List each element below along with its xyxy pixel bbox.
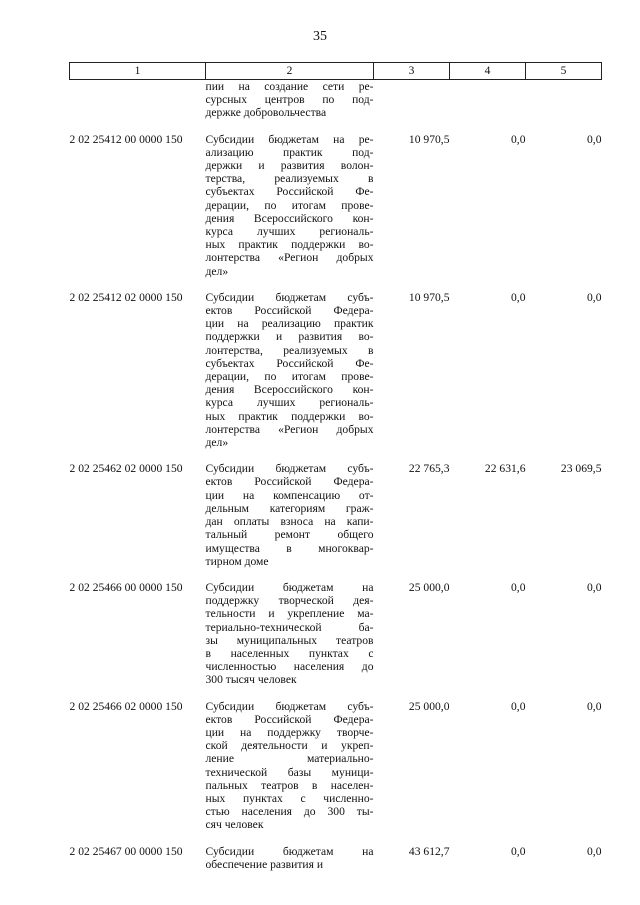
description-line: дан оплаты взноса на капи- (205, 515, 374, 529)
description-line: субъектах Российской Фе- (205, 185, 374, 199)
amount-col-3: 43 612,7 (408, 844, 450, 858)
amount-col-3: 25 000,0 (408, 699, 450, 713)
description-line: курса лучших региональ- (205, 225, 374, 239)
description-line: дел» (205, 264, 229, 278)
amount-col-3 (374, 80, 450, 120)
description-line: дения Всероссийского кон- (205, 383, 374, 397)
description-line: ных пунктах с численно- (205, 791, 374, 805)
page-number: 35 (313, 29, 327, 44)
description-line: лонтерства «Регион добрых (205, 251, 374, 265)
description-line: ных практик поддержки во- (205, 409, 374, 423)
description-line: в населенных пунктах с (205, 646, 374, 660)
description-line: тирном доме (205, 554, 269, 568)
description-line: ции на поддержку творче- (205, 725, 374, 739)
description-line: пальных театров в населен- (205, 778, 374, 792)
description-line: ектов Российской Федера- (205, 304, 374, 318)
description-cell (206, 278, 374, 449)
amount-col-3: 10 970,5 (408, 132, 450, 146)
description-line: зы муниципальных театров (205, 633, 374, 647)
description-line: дел» (205, 436, 229, 450)
description-line: тельности и укрепление ма- (205, 607, 374, 621)
description-line: ление материально- (205, 752, 374, 766)
description-line: лонтерства, реализуемых в (205, 343, 374, 357)
header-col-2: 2 (206, 63, 374, 80)
amount-col-5: 0,0 (587, 699, 602, 713)
description-cell (206, 80, 374, 120)
budget-code-cell: 2 02 25462 02 0000 150 (69, 462, 183, 476)
description-line: численностью населения до (205, 660, 374, 674)
description-line: сяч человек (205, 818, 264, 832)
description-line: дерации, по итогам прове- (205, 198, 374, 212)
description-line: терства, реализуемых в (205, 172, 374, 186)
amount-col-3: 22 765,3 (408, 462, 450, 476)
amount-col-5: 0,0 (587, 290, 602, 304)
description-line: дения Всероссийского кон- (205, 211, 374, 225)
description-line: сурсных центров по под- (205, 93, 374, 107)
header-row (70, 63, 602, 80)
table-row (70, 568, 602, 687)
amount-col-4: 0,0 (511, 844, 526, 858)
description-cell (206, 120, 374, 278)
amount-col-4: 0,0 (511, 290, 526, 304)
description-line: стью населения до 300 ты- (205, 805, 374, 819)
description-line: ции на реализацию практик (205, 317, 374, 331)
description-line: Субсидии бюджетам субъ- (205, 290, 374, 304)
description-cell (206, 687, 374, 832)
description-line: дельным категориям граж- (205, 501, 374, 515)
description-line: лонтерства «Регион добрых (205, 422, 374, 436)
description-line: поддержку творческой дея- (205, 594, 374, 608)
header-col-4: 4 (450, 63, 526, 80)
amount-col-3: 10 970,5 (408, 290, 450, 304)
description-line: имущества в многоквар- (205, 541, 374, 555)
amount-col-4: 0,0 (511, 580, 526, 594)
table-row (70, 832, 602, 871)
description-line: ектов Российской Федера- (205, 712, 374, 726)
description-line: 300 тысяч человек (205, 673, 297, 687)
description-line: Субсидии бюджетам субъ- (205, 699, 374, 713)
description-line: курса лучших региональ- (205, 396, 374, 410)
description-line: териально-технической ба- (205, 620, 374, 634)
budget-code-cell: 2 02 25412 00 0000 150 (69, 132, 183, 146)
amount-col-4 (450, 80, 526, 120)
table-body (70, 80, 602, 871)
description-line: обеспечение развития и (205, 857, 324, 871)
description-line: технической базы муници- (205, 765, 374, 779)
description-line: ных практик поддержки во- (205, 238, 374, 252)
description-cell (206, 568, 374, 687)
description-line: ализацию практик под- (205, 145, 374, 159)
table-row (70, 278, 602, 449)
amount-col-4: 0,0 (511, 132, 526, 146)
description-line: пии на создание сети ре- (205, 80, 374, 93)
description-line: поддержки и развития во- (205, 330, 374, 344)
description-line: ции на компенсацию от- (205, 488, 374, 502)
budget-code-cell: 2 02 25467 00 0000 150 (69, 844, 183, 858)
description-cell (206, 832, 374, 871)
budget-table (69, 62, 602, 871)
budget-code-cell: 2 02 25466 00 0000 150 (69, 580, 183, 594)
amount-col-5: 0,0 (587, 132, 602, 146)
amount-col-5: 23 069,5 (560, 462, 602, 476)
description-line: тальный ремонт общего (205, 528, 374, 542)
description-line: Субсидии бюджетам субъ- (205, 462, 374, 476)
amount-col-5: 0,0 (587, 580, 602, 594)
header-col-3: 3 (374, 63, 450, 80)
budget-code-cell: 2 02 25412 02 0000 150 (69, 290, 183, 304)
header-col-5: 5 (526, 63, 602, 80)
description-line: субъектах Российской Фе- (205, 356, 374, 370)
amount-col-4: 0,0 (511, 699, 526, 713)
table-row (70, 687, 602, 832)
header-col-1: 1 (70, 63, 206, 80)
description-line: ской деятельности и укреп- (205, 739, 374, 753)
budget-code-cell (70, 80, 206, 120)
amount-col-4: 22 631,6 (484, 462, 526, 476)
description-line: дерации, по итогам прове- (205, 370, 374, 384)
description-line: ектов Российской Федера- (205, 475, 374, 489)
amount-col-5: 0,0 (587, 844, 602, 858)
description-line: держке добровольчества (205, 106, 327, 120)
amount-col-3: 25 000,0 (408, 580, 450, 594)
amount-col-5 (526, 80, 602, 120)
budget-code-cell: 2 02 25466 02 0000 150 (69, 699, 183, 713)
table-header (70, 63, 602, 80)
description-line: держки и развития волон- (205, 159, 374, 173)
description-cell (206, 449, 374, 568)
description-line: Субсидии бюджетам на ре- (205, 132, 374, 146)
table-row (70, 80, 602, 120)
description-line: Субсидии бюджетам на (205, 580, 374, 594)
description-line: Субсидии бюджетам на (205, 844, 374, 858)
table-row (70, 449, 602, 568)
table-row (70, 120, 602, 278)
